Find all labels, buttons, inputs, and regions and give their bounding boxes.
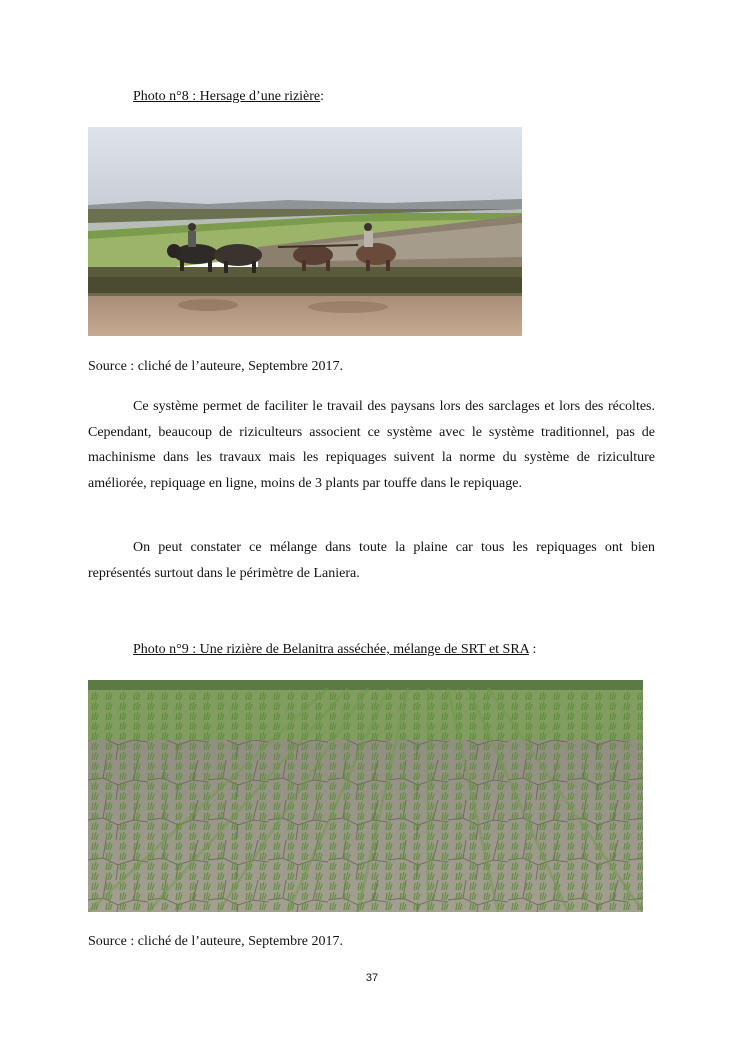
photo8-caption-title: Photo n°8 : Hersage d’une rizière [133,89,321,104]
photo8-source: Source : cliché de l’auteure, Septembre 2017. [88,359,344,374]
photo9-caption-suffix: : [529,642,537,657]
photo9-caption [133,642,536,658]
body-paragraph-1: Ce système permet de faciliter le travail des paysans lors des sarclages et lors des récoltes. Cependant, beaucoup de riziculteurs associent ce système avec le système traditionnel, pas de machinisme dans les travaux mais les repiquages suivent la norme du système de riziculture améliorée, repiquage en ligne, moins de 3 plants par touffe dans le repiquage. [88,399,655,491]
page-number: 37 [365,972,379,984]
photo8-caption-suffix: : [320,89,325,104]
photo9-image [88,680,643,912]
body-paragraph-2: On peut constater ce mélange dans toute la plaine car tous les repiquages ont bien représentés surtout dans le périmètre de Laniera. [88,540,655,581]
photo9-source: Source : cliché de l’auteure, Septembre 2017. [88,934,344,949]
photo8-image [88,127,522,336]
photo8-caption [133,89,324,105]
photo9-caption-title: Photo n°9 : Une rizière de Belanitra asséchée, mélange de SRT et SRA [133,642,530,657]
